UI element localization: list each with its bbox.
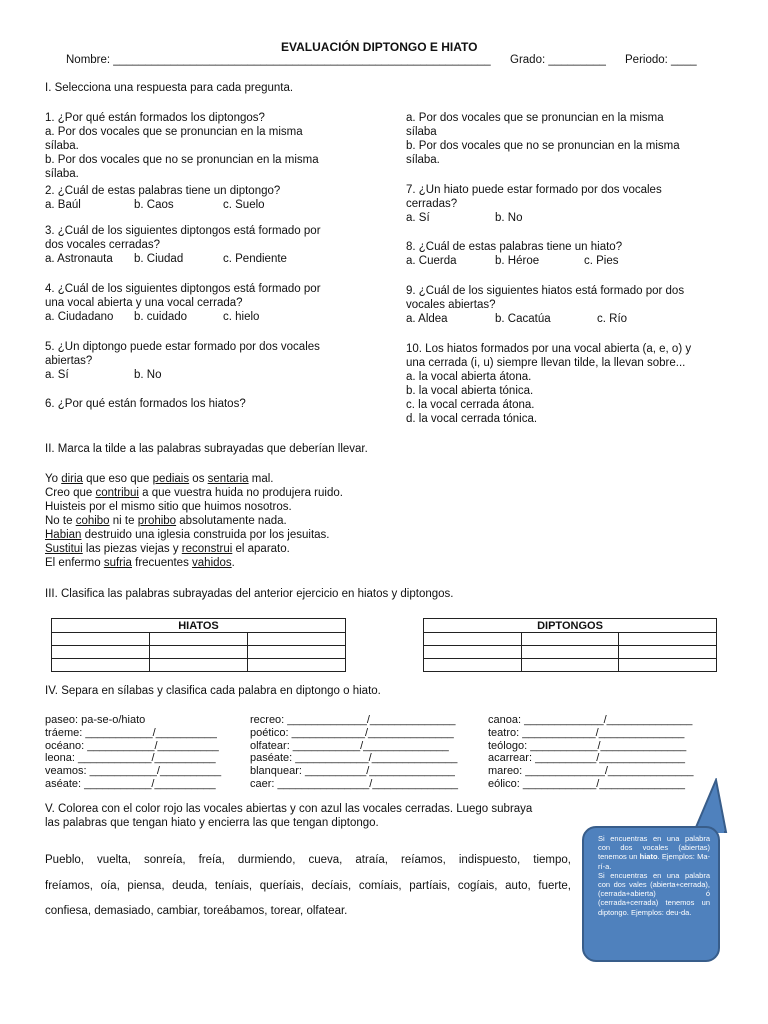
section3-title: III. Clasifica las palabras subrayadas del anterior ejercicio en hiatos y diptongos. (45, 588, 454, 600)
table-cell[interactable] (247, 659, 345, 672)
question-3-text: 3. ¿Cuál de los siguientes diptongos está formado por dos vocales cerradas? (45, 225, 321, 251)
question-2-text: 2. ¿Cuál de estas palabras tiene un diptongo? (45, 185, 281, 197)
table-cell[interactable] (619, 659, 717, 672)
question-1 (45, 111, 319, 181)
syllable-item: caer: _______________/______________ (250, 777, 458, 790)
table-cell[interactable] (247, 646, 345, 659)
syllable-item: poético: ____________/______________ (250, 726, 454, 739)
sentence-1: Yo diria que eso que pediais os sentaria mal. (45, 473, 274, 485)
syllable-item: aséate: ___________/__________ (45, 777, 216, 790)
syllable-item: veamos: ___________/__________ (45, 765, 222, 778)
q4-option-a: a. Ciudadano (45, 311, 114, 323)
syllable-item: olfatear: ___________/______________ (250, 739, 449, 752)
syllable-item: acarrear: __________/______________ (488, 752, 685, 765)
word-list-line-3: confiesa, demasiado, cambiar, toreábamos, torear, olfatear. (45, 905, 348, 917)
table-cell[interactable] (424, 659, 522, 672)
q3-option-b: b. Ciudad (134, 253, 184, 265)
callout-text-1: Si encuentras en una palabra con dos vocales (abiertas) tenemos un hiato. Ejemplos: Ma-rí-a. (598, 834, 710, 871)
syllable-item: teólogo: ___________/______________ (488, 739, 687, 752)
syllable-item: paseo: pa-se-o/hiato (45, 714, 146, 726)
table-cell[interactable] (521, 646, 619, 659)
question-4-text: 4. ¿Cuál de los siguientes diptongos está formado por una vocal abierta y una vocal cerrada? (45, 283, 321, 309)
q4-option-b: b. cuidado (134, 311, 188, 323)
table-cell[interactable] (619, 633, 717, 646)
q2-option-b: b. Caos (134, 199, 174, 211)
option-b-cont: sílaba. (45, 168, 79, 180)
table-cell[interactable] (424, 646, 522, 659)
q7-option-a: a. Sí (406, 212, 430, 224)
syllable-item: paséate: ____________/______________ (250, 752, 458, 765)
q2-option-c: c. Suelo (223, 199, 265, 211)
table-cell[interactable] (149, 659, 247, 672)
syllable-item: tráeme: ___________/__________ (45, 726, 217, 739)
question-8-text: 8. ¿Cuál de estas palabras tiene un hiato? (406, 241, 623, 253)
sentence-7: El enfermo sufria frecuentes vahidos. (45, 557, 235, 569)
table-cell[interactable] (521, 659, 619, 672)
question-7-text: 7. ¿Un hiato puede estar formado por dos vocales cerradas? (406, 184, 662, 210)
syllable-item: océano: ___________/__________ (45, 739, 219, 752)
sentence-6: Sustitui las piezas viejas y reconstrui el aparato. (45, 543, 290, 555)
table-cell[interactable] (149, 633, 247, 646)
page-title: EVALUACIÓN DIPTONGO E HIATO (281, 40, 478, 54)
hiatos-header: HIATOS (52, 619, 346, 633)
syllables-col-2 (250, 714, 458, 791)
nombre-field: Nombre: ___________________________________________________________ (66, 54, 491, 66)
table-cell[interactable] (52, 646, 150, 659)
section5-title: V. Colorea con el color rojo las vocales abiertas y con azul las vocales cerradas. Luego subraya las palabras que tengan hiato y encierra las que tengan diptongo. (45, 803, 533, 829)
table-cell[interactable] (521, 633, 619, 646)
q8-option-a: a. Cuerda (406, 255, 457, 267)
option-a: a. Por dos vocales que se pronuncian en la misma (45, 126, 303, 138)
syllables-col-1 (45, 714, 221, 791)
syllable-item: eólico: ____________/______________ (488, 777, 685, 790)
question-6-text: 6. ¿Por qué están formados los hiatos? (45, 398, 246, 410)
section2-sentences (45, 472, 343, 570)
q5-option-b: b. No (134, 369, 162, 381)
option-a-cont: sílaba. (45, 140, 79, 152)
syllable-item: canoa: _____________/______________ (488, 714, 693, 726)
q8-option-c: c. Pies (584, 255, 619, 267)
diptongos-table (423, 618, 717, 672)
table-cell[interactable] (424, 633, 522, 646)
syllable-item: mareo: _____________/______________ (488, 765, 694, 778)
q9-option-a: a. Aldea (406, 313, 448, 325)
q7-option-b: b. No (495, 212, 523, 224)
section4-title: IV. Separa en sílabas y clasifica cada palabra en diptongo o hiato. (45, 685, 381, 697)
question-text: 1. ¿Por qué están formados los diptongos? (45, 112, 265, 124)
callout-text-2: Si encuentras en una palabra con dos vales (abierta+cerrada), (cerrada+abierta) ó (cerrada+cerrada) tenemos un diptongo. Ejemplos: deu-da. (598, 870, 710, 917)
hiatos-table (51, 618, 346, 672)
syllable-item: recreo: _____________/______________ (250, 714, 456, 726)
word-list-line-1: Pueblo, vuelta, sonreía, freía, durmiendo, cueva, atraía, reíamos, indispuesto, tiempo, (45, 854, 571, 866)
option-b: b. Por dos vocales que no se pronuncian en la misma (45, 154, 319, 166)
diptongos-header: DIPTONGOS (424, 619, 717, 633)
syllable-item: teatro: ____________/______________ (488, 726, 685, 739)
table-cell[interactable] (52, 659, 150, 672)
q5-option-a: a. Sí (45, 369, 69, 381)
table-cell[interactable] (149, 646, 247, 659)
syllables-col-3 (488, 714, 694, 791)
q9-option-c: c. Río (597, 313, 628, 325)
question-9-text: 9. ¿Cuál de los siguientes hiatos está formado por dos vocales abiertas? (406, 285, 685, 311)
question-6-answers: a. Por dos vocales que se pronuncian en la misma sílaba b. Por dos vocales que no se pronuncian en la misma sílaba. (406, 112, 680, 166)
question-10: 10. Los hiatos formados por una vocal abierta (a, e, o) y una cerrada (i, u) siempre llevan tilde, la llevan sobre... a. la vocal abierta átona. b. la vocal abierta tónica. c. la vocal cerrada átona. d. la vocal cerrada tónica. (406, 343, 692, 425)
table-cell[interactable] (619, 646, 717, 659)
q3-option-a: a. Astronauta (45, 253, 113, 265)
syllable-item: leona: ____________/__________ (45, 752, 216, 765)
sentence-3: Huisteis por el mismo sitio que huimos nosotros. (45, 501, 292, 513)
word-list-line-2: freíamos, oía, piensa, deuda, teníais, queríais, decíais, comíais, partíais, cogíais, auto, fuerte, (45, 880, 571, 892)
q8-option-b: b. Héroe (495, 255, 540, 267)
q9-option-b: b. Cacatúa (495, 313, 551, 325)
table-cell[interactable] (247, 633, 345, 646)
sentence-2: Creo que contribui a que vuestra huida no produjera ruido. (45, 487, 343, 499)
grado-field: Grado: _________ (510, 54, 606, 66)
section2-title: II. Marca la tilde a las palabras subrayadas que deberían llevar. (45, 443, 368, 455)
section1-title: I. Selecciona una respuesta para cada pregunta. (45, 82, 294, 94)
q3-option-c: c. Pendiente (223, 253, 287, 265)
question-5-text: 5. ¿Un diptongo puede estar formado por dos vocales abiertas? (45, 341, 320, 367)
sentence-5: Habian destruido una iglesia construida por los jesuitas. (45, 529, 330, 541)
table-cell[interactable] (52, 633, 150, 646)
periodo-field: Periodo: ____ (625, 54, 697, 66)
q4-option-c: c. hielo (223, 311, 260, 323)
sentence-4: No te cohibo ni te prohibo absolutamente nada. (45, 515, 287, 527)
q2-option-a: a. Baúl (45, 199, 81, 211)
syllable-item: blanquear: __________/______________ (250, 765, 455, 778)
info-callout (582, 826, 720, 962)
